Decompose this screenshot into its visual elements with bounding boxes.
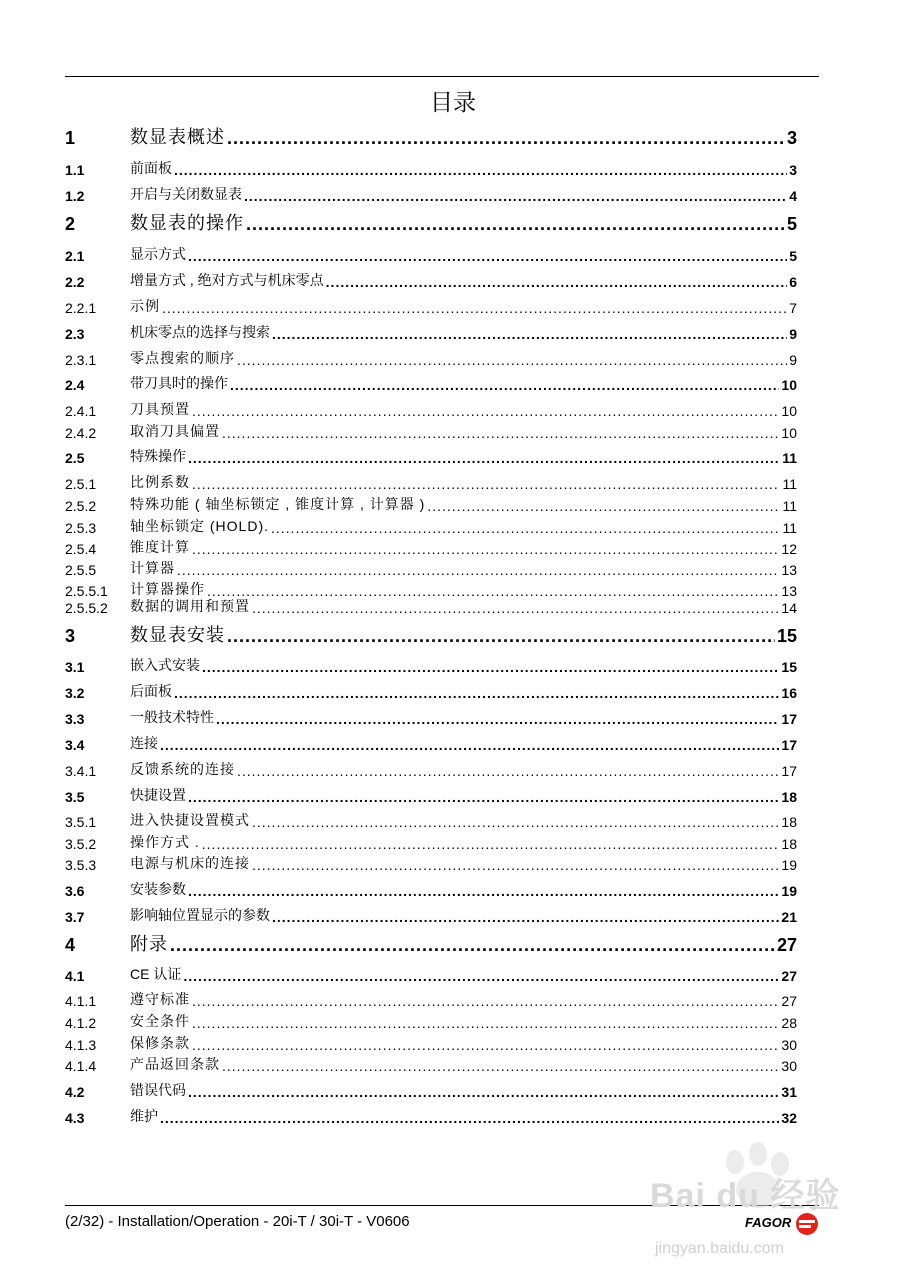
toc-entry-label: 操作方式 .: [130, 834, 200, 850]
toc-entry-label: 嵌入式安装: [130, 657, 200, 673]
toc-entry-label: 增量方式 , 绝对方式与机床零点: [130, 272, 324, 288]
toc-entry-number: 2.5.3: [65, 520, 97, 536]
toc-entry-number: 2.1: [65, 248, 85, 264]
toc-entry-leader: [192, 403, 779, 419]
toc-entry-page: 13: [781, 562, 797, 578]
toc-entry-number: 3.5.1: [65, 814, 97, 830]
toc-entry[interactable]: [65, 446, 797, 466]
toc-entry-leader: [202, 659, 779, 675]
toc-entry-leader: [230, 377, 779, 393]
toc-entry-number: 2.5.5.2: [65, 600, 108, 616]
toc-entry-leader: [192, 993, 779, 1009]
toc-entry-number: 2.3.1: [65, 352, 97, 368]
toc-entry-page: 10: [781, 403, 797, 419]
toc-entry-page: 21: [781, 909, 797, 925]
toc-entry-label: 电源与机床的连接: [130, 855, 250, 871]
toc-entry-leader: [192, 476, 780, 492]
toc-entry-number: 3.6: [65, 883, 85, 899]
toc-entry-number: 3.5.2: [65, 836, 97, 852]
toc-entry-leader: [162, 300, 787, 316]
toc-entry-page: 13: [781, 583, 797, 599]
toc-entry-page: 11: [782, 450, 797, 466]
toc-entry-page: 32: [781, 1110, 797, 1126]
toc-entry-page: 17: [781, 737, 797, 753]
toc-entry-leader: [174, 162, 787, 178]
toc-entry-page: 3: [786, 128, 797, 148]
toc-entry[interactable]: [65, 296, 797, 316]
toc-entry-page: 16: [781, 685, 797, 701]
toc-entry[interactable]: [65, 558, 797, 578]
toc-entry[interactable]: [65, 244, 797, 264]
page-title: 目录: [430, 90, 476, 116]
toc-entry[interactable]: [65, 494, 797, 514]
toc-entry-label: 取消刀具偏置: [130, 423, 220, 439]
toc-entry[interactable]: [65, 930, 797, 956]
toc-entry-page: 11: [782, 476, 797, 492]
baidu-watermark-brand: Bai du 经验: [650, 1177, 841, 1215]
toc-entry-leader: [160, 737, 779, 753]
toc-entry-page: 18: [781, 789, 797, 805]
toc-entry-label: 数显表的操作: [130, 213, 244, 233]
toc-entry-page: 27: [776, 935, 797, 955]
toc-entry-number: 2.5.4: [65, 541, 97, 557]
toc-entry-leader: [244, 188, 787, 204]
toc-entry-number: 2.4.2: [65, 425, 97, 441]
toc-entry-leader: [272, 326, 787, 342]
toc-entry[interactable]: [65, 879, 797, 899]
toc-entry-number: 1: [65, 128, 76, 148]
toc-entry-page: 9: [789, 352, 797, 368]
toc-entry-leader: [252, 600, 779, 616]
toc-entry-label: 一般技术特性: [130, 709, 214, 725]
toc-entry-number: 4.1.3: [65, 1037, 97, 1053]
toc-entry-leader: [427, 498, 780, 514]
toc-entry-leader: [192, 1015, 779, 1031]
toc-entry-page: 14: [781, 600, 797, 616]
toc-entry-number: 4.3: [65, 1110, 85, 1126]
toc-entry[interactable]: [65, 1033, 797, 1053]
toc-entry-number: 3.4.1: [65, 763, 97, 779]
toc-entry-label: 反馈系统的连接: [130, 761, 235, 777]
toc-entry[interactable]: [65, 832, 797, 852]
toc-entry-number: 2.2: [65, 274, 85, 290]
toc-entry-leader: [188, 450, 780, 466]
toc-entry-leader: [177, 562, 779, 578]
toc-entry-leader: [160, 1110, 779, 1126]
toc-entry-label: 带刀具时的操作: [130, 375, 228, 391]
toc-entry-page: 30: [781, 1037, 797, 1053]
toc-entry-label: 产品返回条款: [130, 1056, 220, 1072]
toc-entry-page: 12: [781, 541, 797, 557]
toc-entry-number: 4.1.1: [65, 993, 97, 1009]
toc-entry-label: 连接: [130, 735, 158, 751]
toc-entry-label: 显示方式: [130, 246, 186, 262]
toc-entry-label: 计算器操作: [130, 581, 205, 597]
toc-entry-page: 6: [789, 274, 797, 290]
toc-entry-number: 2: [65, 214, 76, 234]
toc-entry-leader: [237, 352, 787, 368]
toc-entry-label: 保修条款: [130, 1035, 190, 1051]
toc-entry-number: 1.2: [65, 188, 85, 204]
fagor-logo-text: FAGOR: [745, 1215, 792, 1230]
toc-entry-number: 3.5: [65, 789, 85, 805]
toc-entry[interactable]: [65, 810, 797, 830]
toc-entry[interactable]: [65, 537, 797, 557]
toc-entry-label: CE 认证: [130, 966, 182, 982]
toc-entry[interactable]: [65, 322, 797, 342]
toc-entry[interactable]: [65, 158, 797, 178]
toc-entry-label: 前面板: [130, 160, 172, 176]
toc-entry-leader: [192, 541, 779, 557]
toc-entry-number: 3.2: [65, 685, 85, 701]
toc-entry[interactable]: [65, 1080, 797, 1100]
toc-entry-leader: [237, 763, 779, 779]
toc-entry[interactable]: [65, 123, 797, 149]
toc-entry-number: 1.1: [65, 162, 85, 178]
toc-entry-label: 进入快捷设置模式: [130, 812, 250, 828]
toc-entry[interactable]: [65, 621, 797, 647]
toc-entry[interactable]: [65, 472, 797, 492]
toc-entry-page: 30: [781, 1058, 797, 1074]
toc-entry-number: 3.4: [65, 737, 85, 753]
toc-entry[interactable]: [65, 707, 797, 727]
toc-entry-label: 零点搜索的顺序: [130, 350, 235, 366]
toc-entry-leader: [326, 274, 788, 290]
toc-entry[interactable]: [65, 421, 797, 441]
baidu-watermark-url: jingyan.baidu.com: [655, 1240, 784, 1257]
toc-entry-number: 4.2: [65, 1084, 85, 1100]
toc-entry-page: 4: [789, 188, 797, 204]
toc-entry-label: 数显表概述: [130, 127, 225, 147]
footer-text: (2/32) - Installation/Operation - 20i-T / 30i-T - V0606: [65, 1213, 410, 1230]
toc-entry-label: 影响轴位置显示的参数: [130, 907, 270, 923]
toc-entry-label: 快捷设置: [130, 787, 186, 803]
toc-entry[interactable]: [65, 759, 797, 779]
toc-entry[interactable]: [65, 681, 797, 701]
toc-entry-number: 2.5.1: [65, 476, 97, 492]
toc-entry-number: 4: [65, 935, 76, 955]
toc-entry-number: 2.4: [65, 377, 85, 393]
toc-entry-label: 锥度计算: [130, 539, 190, 555]
toc-entry-leader: [188, 789, 779, 805]
toc-entry-page: 18: [781, 836, 797, 852]
toc-entry-leader: [202, 836, 780, 852]
toc-entry-number: 2.2.1: [65, 300, 97, 316]
toc-entry-leader: [188, 883, 779, 899]
toc-entry-page: 11: [782, 520, 797, 536]
toc-entry-label: 附录: [130, 934, 168, 954]
toc-entry[interactable]: [65, 270, 797, 290]
top-rule: [65, 76, 819, 77]
toc-entry-number: 2.5.5: [65, 562, 97, 578]
toc-entry-page: 17: [781, 711, 797, 727]
toc-entry-page: 15: [781, 659, 797, 675]
toc-entry[interactable]: [65, 516, 797, 536]
toc-entry-leader: [222, 1058, 779, 1074]
toc-entry-label: 维护: [130, 1108, 158, 1124]
toc-entry[interactable]: [65, 348, 797, 368]
toc-entry-page: 15: [776, 626, 797, 646]
toc-entry-label: 轴坐标锁定 (HOLD).: [130, 518, 269, 534]
toc-entry[interactable]: [65, 655, 797, 675]
toc-entry-page: 28: [781, 1015, 797, 1031]
toc-entry-number: 4.1: [65, 968, 85, 984]
toc-entry-leader: [252, 857, 779, 873]
toc-entry-label: 数据的调用和预置: [130, 598, 250, 614]
toc-entry-page: 3: [789, 162, 797, 178]
toc-entry-leader: [222, 425, 779, 441]
toc-entry-number: 3: [65, 626, 76, 646]
toc-entry-leader: [188, 248, 787, 264]
toc-entry-leader: [170, 935, 775, 956]
toc-entry[interactable]: [65, 964, 797, 984]
toc-entry-number: 2.5: [65, 450, 85, 466]
toc-entry-leader: [192, 1037, 779, 1053]
toc-entry-page: 10: [781, 377, 797, 393]
toc-entry[interactable]: [65, 989, 797, 1009]
toc-entry-number: 3.5.3: [65, 857, 97, 873]
toc-entry-page: 17: [781, 763, 797, 779]
toc-entry[interactable]: [65, 373, 797, 393]
toc-entry-label: 安全条件: [130, 1013, 190, 1029]
toc-entry-page: 27: [781, 993, 797, 1009]
toc-entry[interactable]: [65, 209, 797, 235]
toc-entry-page: 31: [781, 1084, 797, 1100]
toc-entry[interactable]: [65, 1106, 797, 1126]
toc-entry-number: 3.3: [65, 711, 85, 727]
toc-entry-label: 数显表安装: [130, 625, 225, 645]
toc-entry-page: 19: [781, 857, 797, 873]
toc-entry-label: 特殊功能 ( 轴坐标锁定 , 锥度计算 , 计算器 ): [130, 496, 426, 512]
toc-entry-leader: [246, 214, 785, 235]
toc-entry-number: 3.1: [65, 659, 85, 675]
toc-entry-number: 2.4.1: [65, 403, 97, 419]
toc-entry-number: 2.3: [65, 326, 85, 342]
toc-entry-page: 19: [781, 883, 797, 899]
toc-entry-page: 5: [786, 214, 797, 234]
toc-entry-leader: [188, 1084, 779, 1100]
toc-entry-page: 9: [789, 326, 797, 342]
toc-entry[interactable]: [65, 853, 797, 873]
toc-entry-leader: [227, 128, 785, 149]
toc-entry-label: 刀具预置: [130, 401, 190, 417]
toc-entry-label: 错误代码: [130, 1082, 186, 1098]
toc-entry[interactable]: [65, 785, 797, 805]
toc-entry-page: 5: [789, 248, 797, 264]
toc-entry-label: 安装参数: [130, 881, 186, 897]
toc-entry-leader: [271, 520, 780, 536]
toc-entry[interactable]: [65, 1011, 797, 1031]
toc-entry[interactable]: [65, 733, 797, 753]
toc-entry-leader: [252, 814, 779, 830]
toc-entry-leader: [174, 685, 779, 701]
toc-entry-number: 2.5.5.1: [65, 583, 108, 599]
toc-entry-label: 比例系数: [130, 474, 190, 490]
toc-entry-page: 11: [782, 498, 797, 514]
toc-entry-label: 计算器: [130, 560, 175, 576]
toc-entry-number: 4.1.4: [65, 1058, 97, 1074]
toc-entry-page: 10: [781, 425, 797, 441]
toc-entry[interactable]: [65, 184, 797, 204]
toc-entry-leader: [183, 968, 779, 984]
toc-entry[interactable]: [65, 1054, 797, 1074]
toc-entry-label: 开启与关闭数显表: [130, 186, 242, 202]
toc-entry-label: 遵守标准: [130, 991, 190, 1007]
toc-entry[interactable]: [65, 905, 797, 925]
toc-entry-label: 示例: [130, 298, 160, 314]
toc-entry-leader: [216, 711, 779, 727]
toc-entry-leader: [272, 909, 779, 925]
toc-entry-label: 机床零点的选择与搜索: [130, 324, 270, 340]
toc-entry-page: 7: [789, 300, 797, 316]
toc-entry-label: 后面板: [130, 683, 172, 699]
toc-entry-number: 3.7: [65, 909, 85, 925]
toc-entry-page: 18: [781, 814, 797, 830]
toc-entry-label: 特殊操作: [130, 448, 186, 464]
toc-entry[interactable]: [65, 596, 797, 616]
toc-entry-number: 4.1.2: [65, 1015, 97, 1031]
toc-entry-number: 2.5.2: [65, 498, 97, 514]
toc-entry-leader: [227, 626, 775, 647]
toc-entry[interactable]: [65, 399, 797, 419]
toc-entry-page: 27: [781, 968, 797, 984]
